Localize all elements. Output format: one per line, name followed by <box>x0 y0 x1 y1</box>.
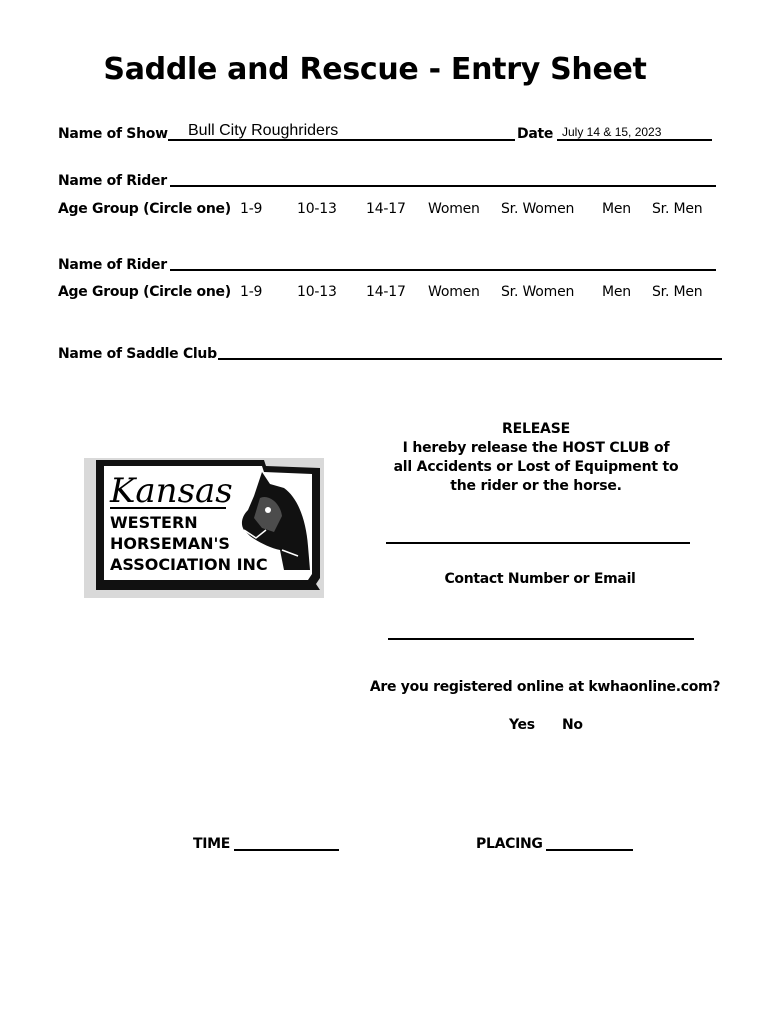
rider2-age-label: Age Group (Circle one) <box>58 284 231 300</box>
saddle-club-field[interactable] <box>218 358 722 360</box>
rider2-age-option[interactable]: Sr. Men <box>652 284 703 300</box>
contact-label: Contact Number or Email <box>444 571 636 587</box>
signature-field[interactable] <box>386 542 690 544</box>
release-line: the rider or the horse. <box>450 478 622 494</box>
saddle-club-label: Name of Saddle Club <box>58 346 217 362</box>
date-field[interactable]: July 14 & 15, 2023 <box>562 125 662 139</box>
rider1-name-field[interactable] <box>170 185 716 187</box>
contact-field[interactable] <box>388 638 694 640</box>
no-option[interactable]: No <box>562 717 583 733</box>
logo-line: HORSEMAN'S <box>110 534 230 553</box>
rider1-age-option[interactable]: 1-9 <box>240 201 263 217</box>
date-label: Date <box>517 126 554 142</box>
release-heading: RELEASE <box>502 421 570 437</box>
rider1-age-label: Age Group (Circle one) <box>58 201 231 217</box>
kwha-logo <box>84 458 324 598</box>
release-block <box>380 420 692 496</box>
rider1-age-option[interactable]: 14-17 <box>366 201 406 217</box>
rider1-age-option[interactable]: Men <box>602 201 631 217</box>
rider1-age-option[interactable]: 10-13 <box>297 201 337 217</box>
logo-script: Kansas <box>110 471 233 511</box>
rider2-name-label: Name of Rider <box>58 257 167 273</box>
rider2-age-option[interactable]: 1-9 <box>240 284 263 300</box>
rider1-age-option[interactable]: Sr. Women <box>501 201 575 217</box>
rider1-age-option[interactable]: Women <box>428 201 480 217</box>
rider1-age-option[interactable]: Sr. Men <box>652 201 703 217</box>
rider2-age-option[interactable]: Sr. Women <box>501 284 575 300</box>
logo-line: WESTERN <box>110 513 198 532</box>
yes-option[interactable]: Yes <box>509 717 535 733</box>
rider2-age-option[interactable]: Women <box>428 284 480 300</box>
show-name-label: Name of Show <box>58 126 168 142</box>
time-label: TIME <box>193 836 231 852</box>
placing-label: PLACING <box>476 836 543 852</box>
rider1-name-label: Name of Rider <box>58 173 167 189</box>
registered-question: Are you registered online at kwhaonline.com? <box>369 679 721 695</box>
page-title: Saddle and Rescue - Entry Sheet <box>103 52 647 87</box>
show-name-field[interactable]: Bull City Roughriders <box>188 122 339 139</box>
rider2-age-option[interactable]: 14-17 <box>366 284 406 300</box>
release-line: all Accidents or Lost of Equipment to <box>393 459 679 475</box>
time-field[interactable] <box>234 849 339 851</box>
rider2-age-option[interactable]: 10-13 <box>297 284 337 300</box>
date-line <box>557 139 712 141</box>
rider2-name-field[interactable] <box>170 269 716 271</box>
rider2-age-option[interactable]: Men <box>602 284 631 300</box>
release-line: I hereby release the HOST CLUB of <box>402 440 670 456</box>
logo-line: ASSOCIATION INC <box>110 555 268 574</box>
placing-field[interactable] <box>546 849 633 851</box>
